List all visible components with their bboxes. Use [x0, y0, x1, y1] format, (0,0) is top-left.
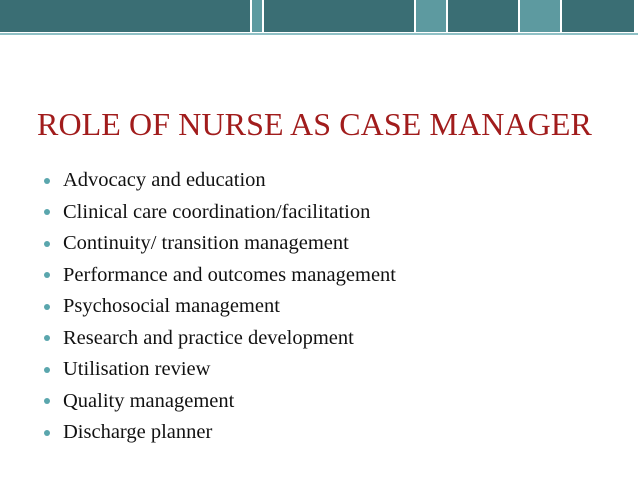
slide-title: ROLE OF NURSE AS CASE MANAGER [37, 106, 592, 142]
bullet-icon [44, 430, 50, 436]
list-item-text: Advocacy and education [63, 169, 266, 192]
bullet-icon [44, 209, 50, 215]
list-item [44, 323, 396, 355]
header-band-segment [562, 0, 634, 32]
header-rule [0, 33, 638, 35]
list-item-text: Clinical care coordination/facilitation [63, 200, 371, 223]
bullet-icon [44, 367, 50, 373]
header-band [0, 0, 638, 32]
list-item [44, 417, 396, 449]
list-item [44, 228, 396, 260]
header-band-segment [448, 0, 518, 32]
bullet-list [44, 165, 396, 449]
list-item [44, 197, 396, 229]
bullet-icon [44, 241, 50, 247]
list-item-text: Discharge planner [63, 421, 213, 444]
bullet-icon [44, 398, 50, 404]
header-band-segment [0, 0, 250, 32]
header-band-segment [264, 0, 414, 32]
list-item-text: Research and practice development [63, 326, 354, 349]
list-item-text: Quality management [63, 389, 235, 412]
list-item [44, 386, 396, 418]
list-item [44, 165, 396, 197]
list-item [44, 260, 396, 292]
list-item-text: Continuity/ transition management [63, 232, 349, 255]
list-item [44, 291, 396, 323]
bullet-icon [44, 335, 50, 341]
bullet-icon [44, 272, 50, 278]
list-item-text: Utilisation review [63, 358, 211, 381]
header-band-segment [416, 0, 446, 32]
list-item [44, 354, 396, 386]
bullet-icon [44, 304, 50, 310]
header-band-segment [520, 0, 560, 32]
list-item-text: Performance and outcomes management [63, 263, 396, 286]
bullet-icon [44, 178, 50, 184]
list-item-text: Psychosocial management [63, 295, 280, 318]
header-band-segment [252, 0, 262, 32]
